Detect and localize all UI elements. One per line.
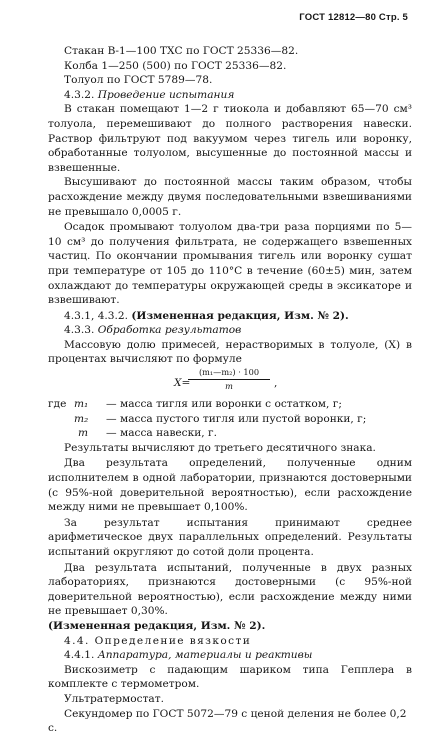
formula-fraction bbox=[188, 367, 270, 392]
formula-lhs: X= bbox=[174, 377, 191, 390]
equipment-flask: Колба 1—250 (500) по ГОСТ 25336—82. bbox=[64, 59, 287, 72]
section-number: 4.4.1. bbox=[64, 649, 95, 662]
paragraph-reproducibility: Два результата испытаний, полученные в двух разных лабораториях, признаются достоверными (с 95%-ной доверительной вероятностью), если расхождение между ними не превышает 0,30%. bbox=[48, 561, 412, 618]
paragraph-repeatability: Два результата определений, полученные одним исполнителем в одной лаборатории, признаются достоверными (с 95%-ной доверительной вероятностью), если расхождение между ними не превышает 0,100%. bbox=[48, 457, 412, 514]
paragraph-washing: Осадок промывают толуолом два-три раза порциями по 5—10 см³ до получения фильтрата, не содержащего взвешенных частиц. По окончании промывания тигель или воронку сушат при температуре от 105 до 110°С в течение (60±5) мин, затем охлаждают до температуры окружающей среды в эксикаторе и взвешивают. bbox=[48, 221, 412, 307]
amendment-sections: 4.3.1, 4.3.2. bbox=[64, 309, 129, 322]
legend-symbol: m₁ bbox=[74, 398, 89, 411]
formula-denominator: m bbox=[225, 381, 233, 392]
section-title: Обработка результатов bbox=[97, 324, 242, 337]
section-number: 4.3.2. bbox=[64, 88, 95, 101]
paragraph-result: За результат испытания принимают среднее арифметическое двух параллельных определений. Результаты испытаний округляют до сотой доли процента. bbox=[48, 516, 412, 558]
page-header: ГОСТ 12812—80 Стр. 5 bbox=[299, 12, 408, 23]
legend-symbol: m bbox=[78, 427, 89, 440]
equipment-stopwatch: Секундомер по ГОСТ 5072—79 с ценой деления не более 0,2 с. bbox=[48, 707, 407, 735]
legend-where: где bbox=[48, 398, 67, 411]
paragraph-formula-intro: Массовую долю примесей, нерастворимых в толуоле, (X) в процентах вычисляют по формуле bbox=[48, 338, 412, 366]
section-heading-4-3-2 bbox=[48, 88, 412, 103]
amendment-text: (Измененная редакция, Изм. № 2). bbox=[131, 309, 349, 322]
legend-text: — масса тигля или воронки с остатком, г; bbox=[106, 398, 342, 411]
legend-row-m1 bbox=[48, 397, 412, 412]
section-number: 4.3.3. bbox=[64, 324, 95, 337]
equipment-beaker: Стакан В-1—100 ТХС по ГОСТ 25336—82. bbox=[64, 45, 299, 57]
legend-row-m2 bbox=[48, 412, 412, 427]
formula-comma: , bbox=[274, 377, 278, 390]
formula-numerator: (m₁—m₂) · 100 bbox=[188, 367, 270, 380]
paragraph-drying: Высушивают до постоянной массы таким образом, чтобы расхождение между двумя последовательными взвешиваниями не превышало 0,0005 г. bbox=[48, 176, 412, 218]
equipment-viscometer: Вискозиметр с падающим шариком типа Гепплера в комплекте с термометром. bbox=[48, 663, 412, 691]
section-heading-4-4-1 bbox=[48, 648, 412, 663]
paragraph-precision: Результаты вычисляют до третьего десятичного знака. bbox=[64, 441, 376, 454]
legend-symbol: m₂ bbox=[74, 412, 89, 425]
section-heading-4-3-3 bbox=[48, 323, 412, 338]
section-heading-4-4: 4.4. Определение вязкости bbox=[64, 634, 252, 647]
amendment-note-1 bbox=[48, 309, 412, 324]
legend-text: — масса навески, г. bbox=[106, 427, 217, 440]
amendment-note-2: (Измененная редакция, Изм. № 2). bbox=[48, 619, 266, 632]
section-title: Проведение испытания bbox=[97, 88, 235, 101]
document-body bbox=[48, 44, 412, 736]
reagent-toluene: Толуол по ГОСТ 5789—78. bbox=[64, 74, 213, 87]
formula bbox=[48, 367, 412, 397]
legend-text: — масса пустого тигля или пустой воронки, г; bbox=[106, 412, 367, 425]
section-title: Аппаратура, материалы и реактивы bbox=[97, 649, 313, 662]
paragraph-procedure: В стакан помещают 1—2 г тиокола и добавляют 65—70 см³ толуола, перемешивают до полного растворения навески. Раствор фильтруют под вакуумом через тигель или воронку, обработанные толуолом, высушенные до постоянной массы и взвешенные. bbox=[48, 103, 412, 174]
equipment-thermostat: Ультратермостат. bbox=[64, 692, 164, 705]
legend-row-m bbox=[48, 426, 412, 441]
